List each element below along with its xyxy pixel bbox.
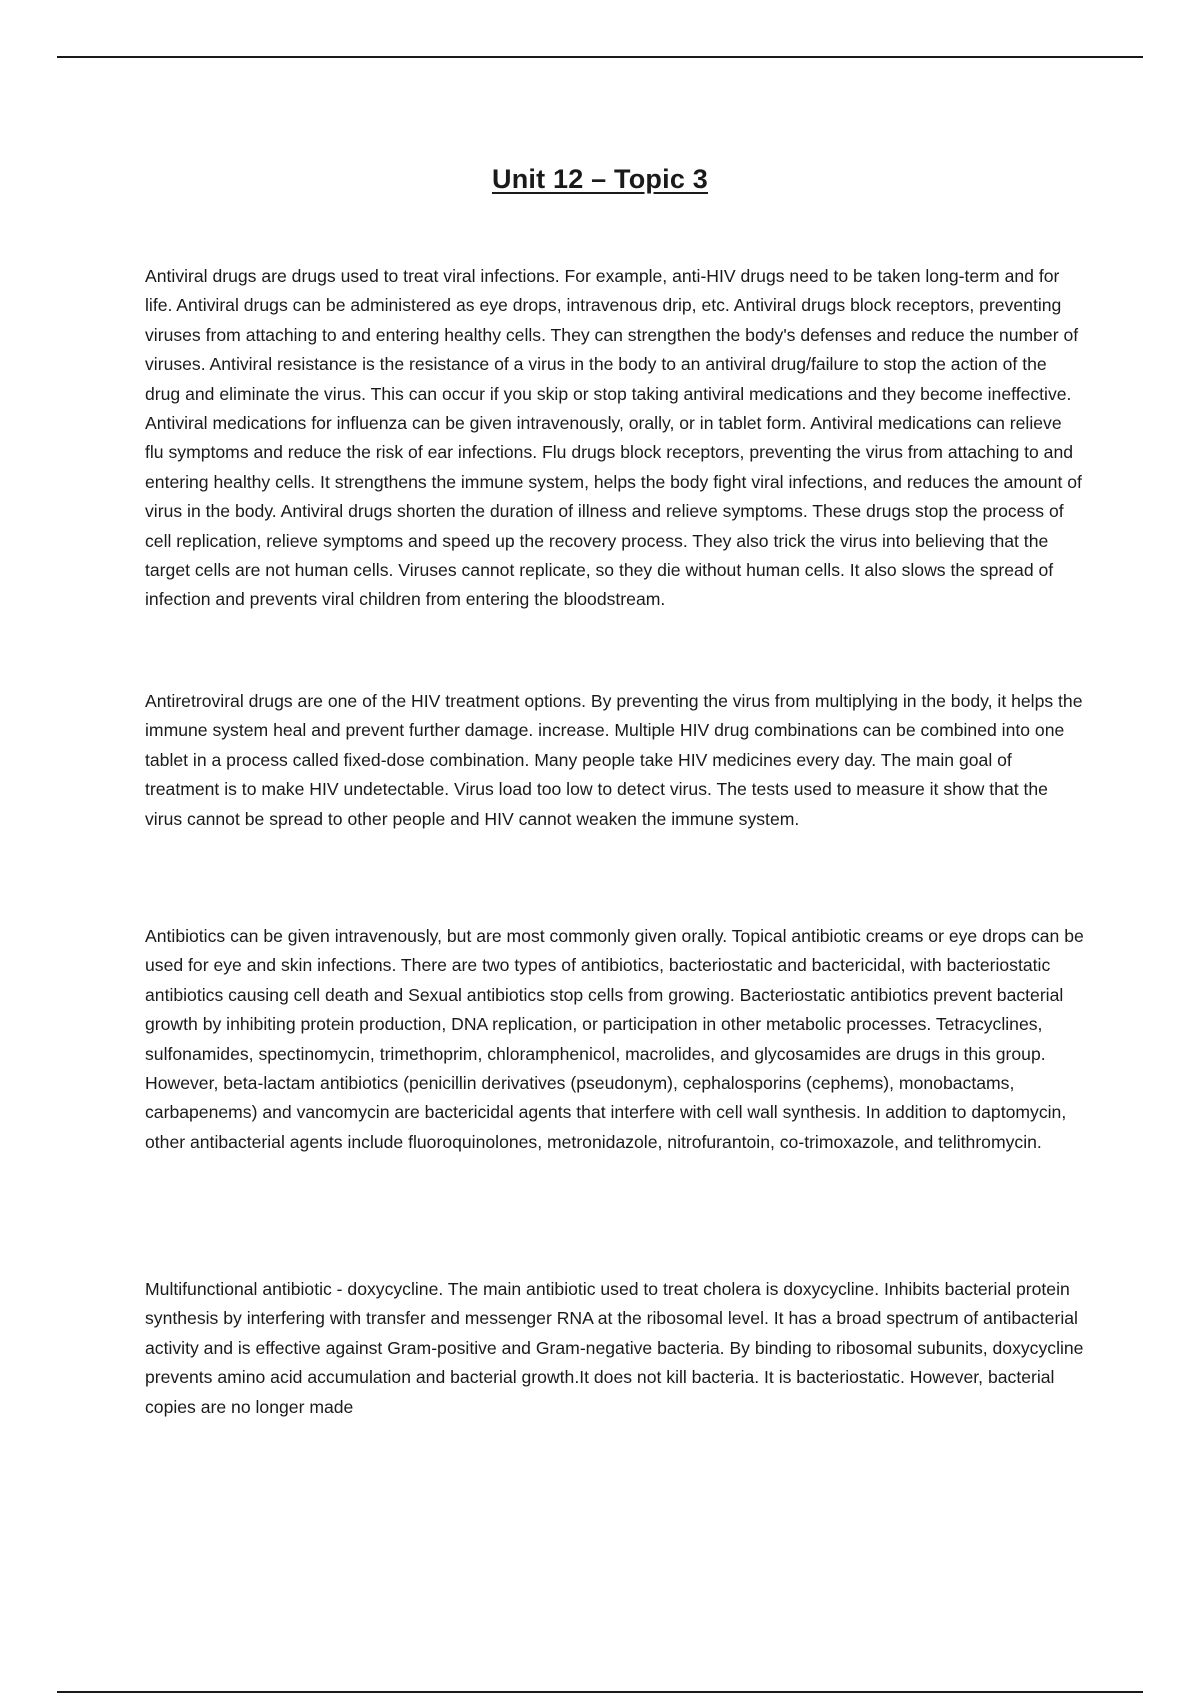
footer-rule (57, 1691, 1143, 1693)
page-title: Unit 12 – Topic 3 (492, 164, 708, 195)
paragraph-antibiotics: Antibiotics can be given intravenously, but are most commonly given orally. Topical antibiotic creams or eye drops can be used for eye and skin infections. There are two types of antibiotics, bacteriostatic and bactericidal, with bacteriostatic antibiotics causing cell death and Sexual antibiotics stop cells from growing. Bacteriostatic antibiotics prevent bacterial growth by inhibiting protein production, DNA replication, or participation in other metabolic processes. Tetracyclines, sulfonamides, spectinomycin, trimethoprim, chloramphenicol, macrolides, and glycosamides are drugs in this group. However, beta-lactam antibiotics (penicillin derivatives (pseudonym), cephalosporins (cephems), monobactams, carbapenems) and vancomycin are bactericidal agents that interfere with cell wall synthesis. In addition to daptomycin, other antibacterial agents include fluoroquinolones, metronidazole, nitrofurantoin, co-trimoxazole, and telithromycin. (145, 926, 1084, 1152)
paragraph-antiviral-drugs: Antiviral drugs are drugs used to treat viral infections. For example, anti-HIV drugs need to be taken long-term and for life. Antiviral drugs can be administered as eye drops, intravenous drip, etc. Antiviral drugs block receptors, preventing viruses from attaching to and entering healthy cells. They can strengthen the body's defenses and reduce the number of viruses. Antiviral resistance is the resistance of a virus in the body to an antiviral drug/failure to stop the action of the drug and eliminate the virus. This can occur if you skip or stop taking antiviral medications and they become ineffective. Antiviral medications for influenza can be given intravenously, orally, or in tablet form. Antiviral medications can relieve flu symptoms and reduce the risk of ear infections. Flu drugs block receptors, preventing the virus from attaching to and entering healthy cells. It strengthens the immune system, helps the body fight viral infections, and reduces the amount of virus in the body. Antiviral drugs shorten the duration of illness and relieve symptoms. These drugs stop the process of cell replication, relieve symptoms and speed up the recovery process. They also trick the virus into believing that the target cells are not human cells. Viruses cannot replicate, so they die without human cells. It also slows the spread of infection and prevents viral children from entering the bloodstream. (145, 266, 1082, 610)
paragraph-doxycycline: Multifunctional antibiotic - doxycycline. The main antibiotic used to treat cholera is doxycycline. Inhibits bacterial protein synthesis by interfering with transfer and messenger RNA at the ribosomal level. It has a broad spectrum of antibacterial activity and is effective against Gram-positive and Gram-negative bacteria. By binding to ribosomal subunits, doxycycline prevents amino acid accumulation and bacterial growth.It does not kill bacteria. It is bacteriostatic. However, bacterial copies are no longer made (145, 1279, 1084, 1417)
header-rule (57, 56, 1143, 58)
paragraph-antiretroviral-drugs: Antiretroviral drugs are one of the HIV treatment options. By preventing the virus from multiplying in the body, it helps the immune system heal and prevent further damage. increase. Multiple HIV drug combinations can be combined into one tablet in a process called fixed-dose combination. Many people take HIV medicines every day. The main goal of treatment is to make HIV undetectable. Virus load too low to detect virus. The tests used to measure it show that the virus cannot be spread to other people and HIV cannot weaken the immune system. (145, 691, 1083, 829)
